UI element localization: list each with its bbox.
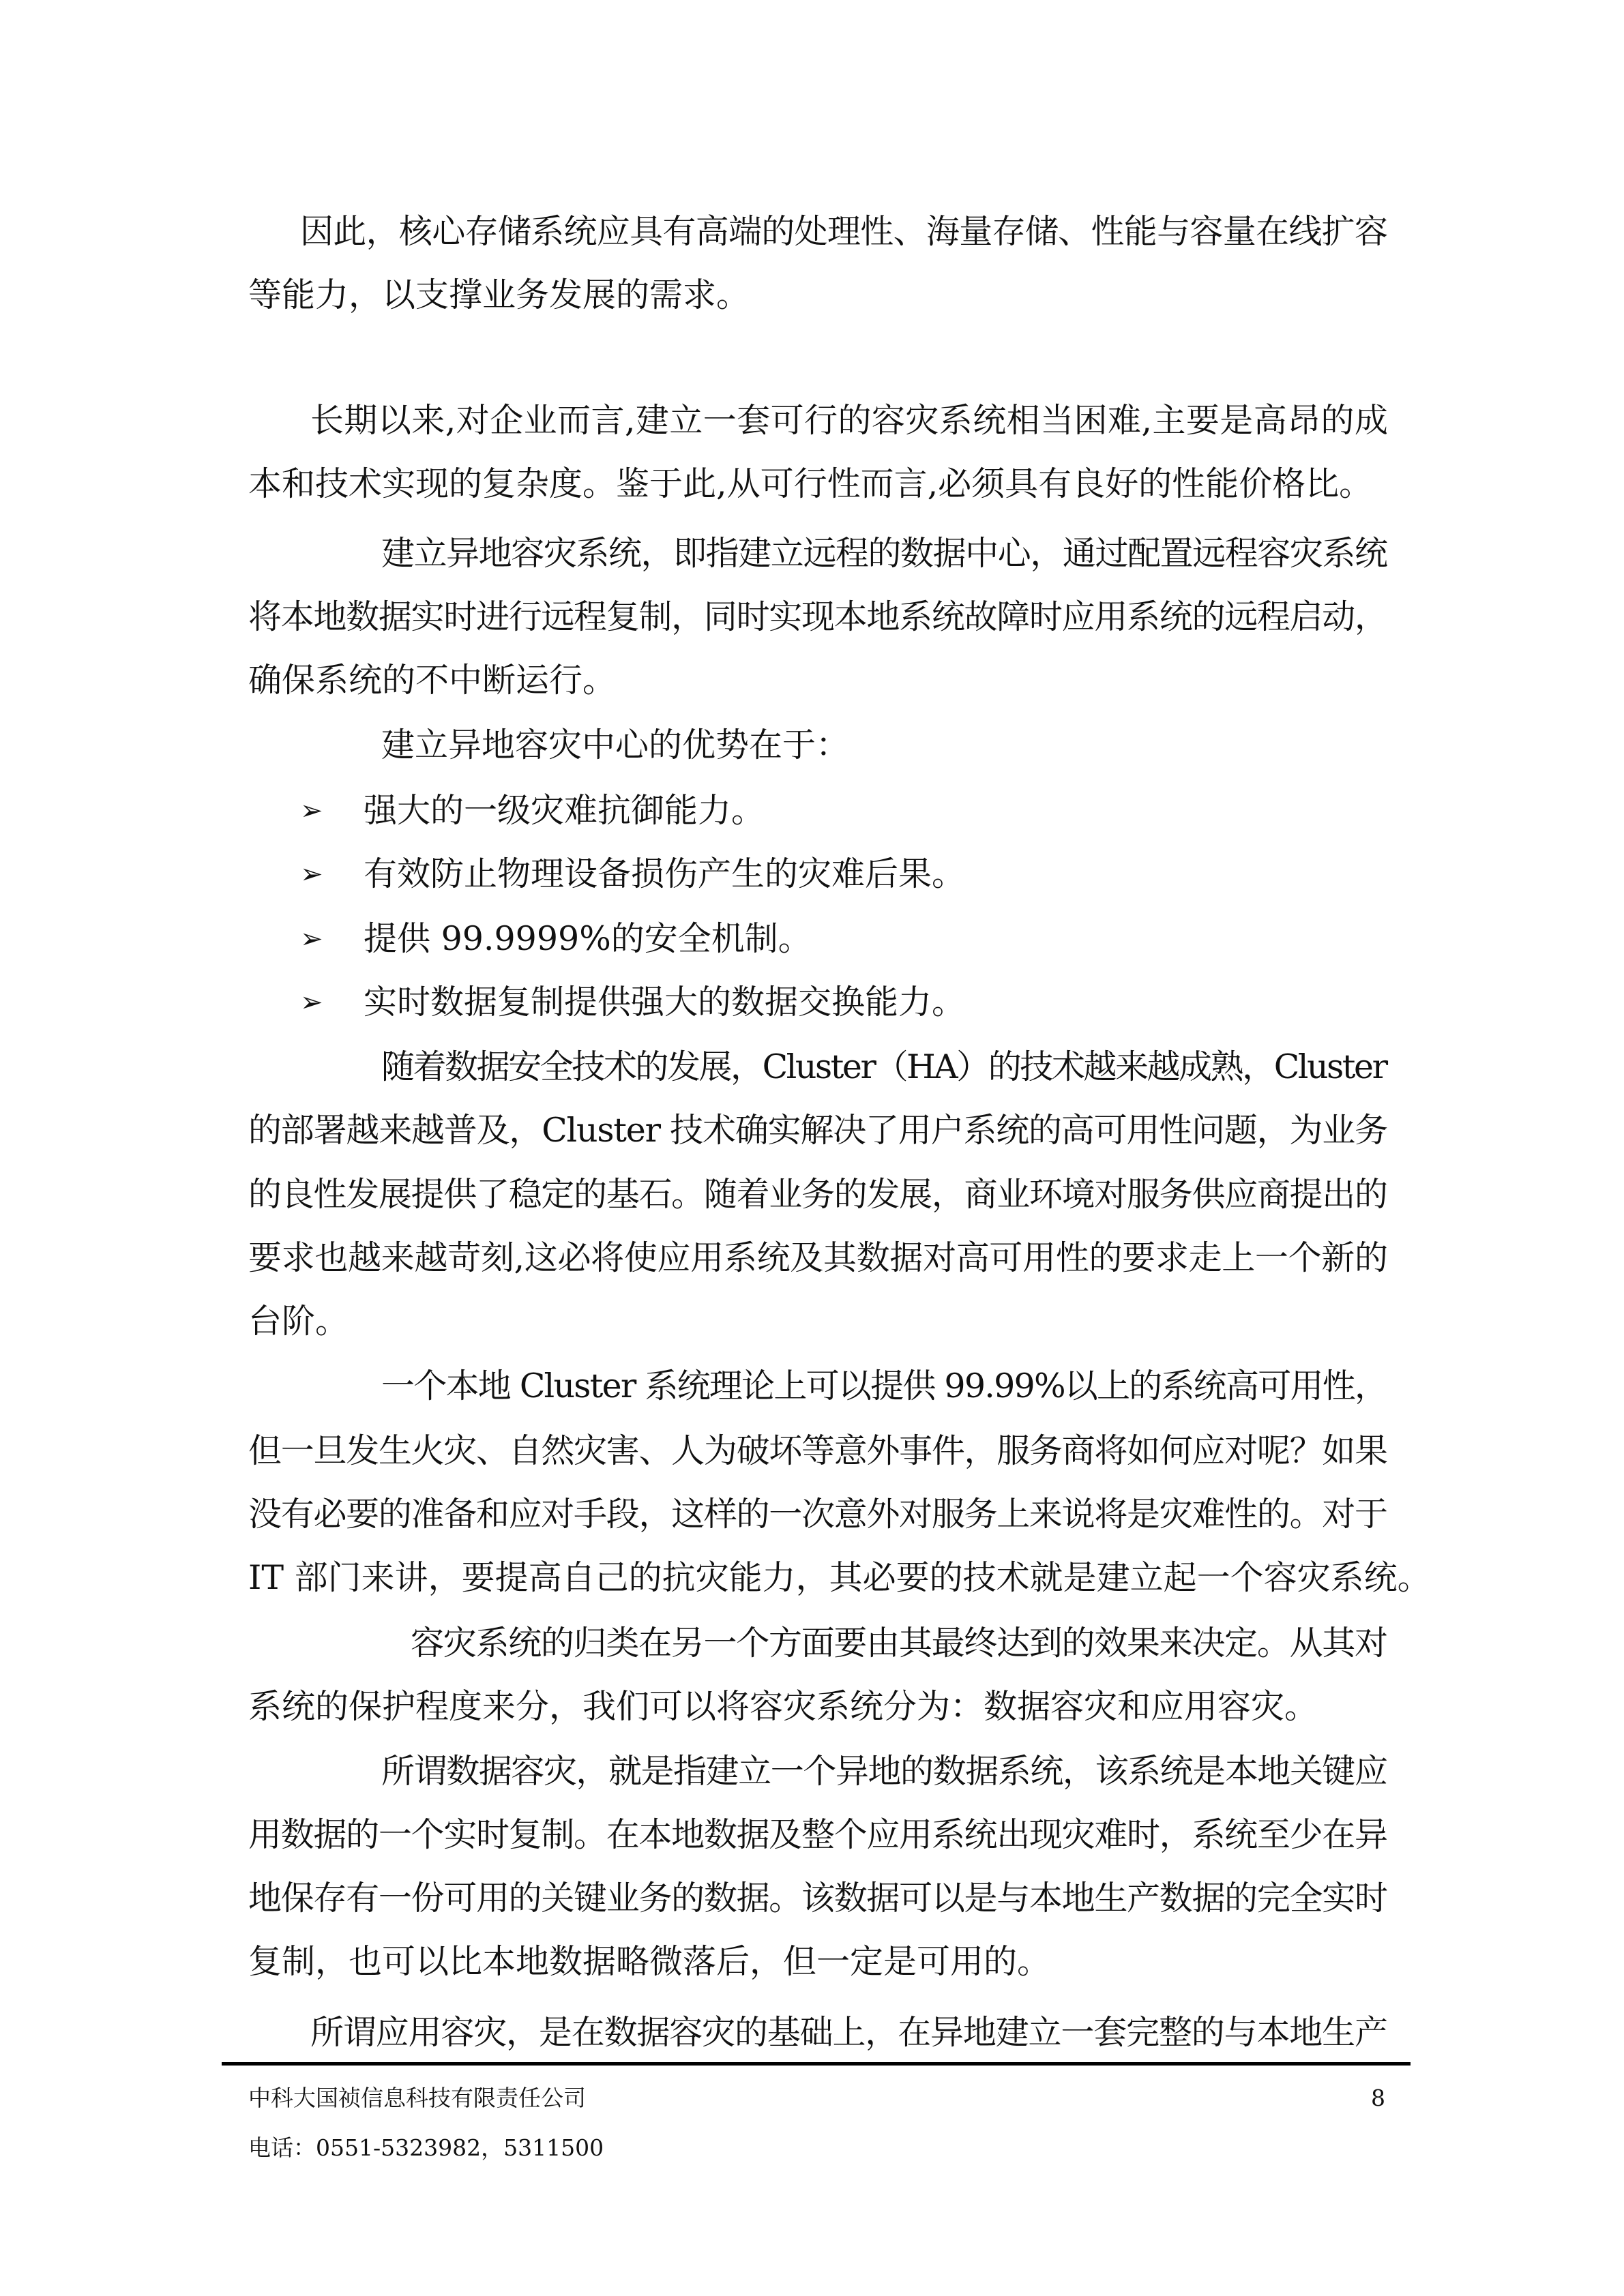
paragraph-line: 要求也越来越苛刻,这必将使应用系统及其数据对高可用性的要求走上一个新的: [248, 1238, 1388, 1277]
paragraph-line: 没有必要的准备和应对手段，这样的一次意外对服务上来说将是灾难性的。对于: [248, 1495, 1387, 1534]
bullet-item-text: 提供 99.9999%的安全机制。: [364, 919, 812, 958]
paragraph-line: 但一旦发生火灾、自然灾害、人为破坏等意外事件，服务商将如何应对呢？如果: [248, 1431, 1387, 1470]
paragraph-line: 建立异地容灾中心的优势在于：: [381, 726, 850, 764]
paragraph-line: 所谓数据容灾，就是指建立一个异地的数据系统，该系统是本地关键应: [381, 1752, 1387, 1791]
bullet-item-text: 强大的一级灾难抗御能力。: [364, 791, 765, 830]
page-number: 8: [1371, 2085, 1385, 2111]
bullet-arrow-icon: ➢: [300, 987, 323, 1018]
paragraph-line: 因此，核心存储系统应具有高端的处理性、海量存储、性能与容量在线扩容: [300, 212, 1388, 251]
bullet-arrow-icon: ➢: [300, 795, 323, 826]
paragraph-line: 将本地数据实时进行远程复制，同时实现本地系统故障时应用系统的远程启动，: [248, 597, 1387, 636]
footer-divider: [222, 2062, 1411, 2066]
paragraph-line: 等能力，以支撑业务发展的需求。: [248, 275, 750, 314]
bullet-item-text: 有效防止物理设备损伤产生的灾难后果。: [364, 854, 966, 893]
paragraph-line: 确保系统的不中断运行。: [248, 661, 617, 700]
paragraph-line: 长期以来,对企业而言,建立一套可行的容灾系统相当困难,主要是高昂的成: [310, 401, 1389, 440]
paragraph-line: IT 部门来讲，要提高自己的抗灾能力，其必要的技术就是建立起一个容灾系统。: [248, 1558, 1431, 1597]
bullet-item-text: 实时数据复制提供强大的数据交换能力。: [364, 983, 966, 1022]
paragraph-line: 用数据的一个实时复制。在本地数据及整个应用系统出现灾难时，系统至少在异: [248, 1815, 1387, 1854]
paragraph-line: 本和技术实现的复杂度。鉴于此,从可行性而言,必须具有良好的性能价格比。: [248, 464, 1373, 503]
footer-company: 中科大国祯信息科技有限责任公司: [248, 2085, 586, 2111]
paragraph-line: 系统的保护程度来分，我们可以将容灾系统分为：数据容灾和应用容灾。: [248, 1687, 1318, 1726]
paragraph-line: 建立异地容灾系统，即指建立远程的数据中心，通过配置远程容灾系统: [381, 534, 1387, 573]
paragraph-line: 的良性发展提供了稳定的基石。随着业务的发展，商业环境对服务供应商提出的: [248, 1175, 1387, 1214]
paragraph-line: 的部署越来越普及，Cluster 技术确实解决了用户系统的高可用性问题，为业务: [248, 1111, 1387, 1150]
bullet-arrow-icon: ➢: [300, 859, 323, 890]
footer-phone: 电话：0551-5323982，5311500: [248, 2134, 604, 2161]
bullet-arrow-icon: ➢: [300, 923, 323, 955]
paragraph-line: 随着数据安全技术的发展，Cluster（HA）的技术越来越成熟，Cluster: [381, 1047, 1387, 1086]
paragraph-line: 地保存有一份可用的关键业务的数据。该数据可以是与本地生产数据的完全实时: [248, 1879, 1387, 1918]
paragraph-line: 台阶。: [248, 1302, 349, 1341]
paragraph-line: 容灾系统的归类在另一个方面要由其最终达到的效果来决定。从其对: [411, 1624, 1387, 1663]
paragraph-line: 所谓应用容灾，是在数据容灾的基础上，在异地建立一套完整的与本地生产: [310, 2013, 1387, 2052]
paragraph-line: 复制，也可以比本地数据略微落后，但一定是可用的。: [248, 1942, 1051, 1981]
paragraph-line: 一个本地 Cluster 系统理论上可以提供 99.99%以上的系统高可用性，: [381, 1367, 1387, 1405]
